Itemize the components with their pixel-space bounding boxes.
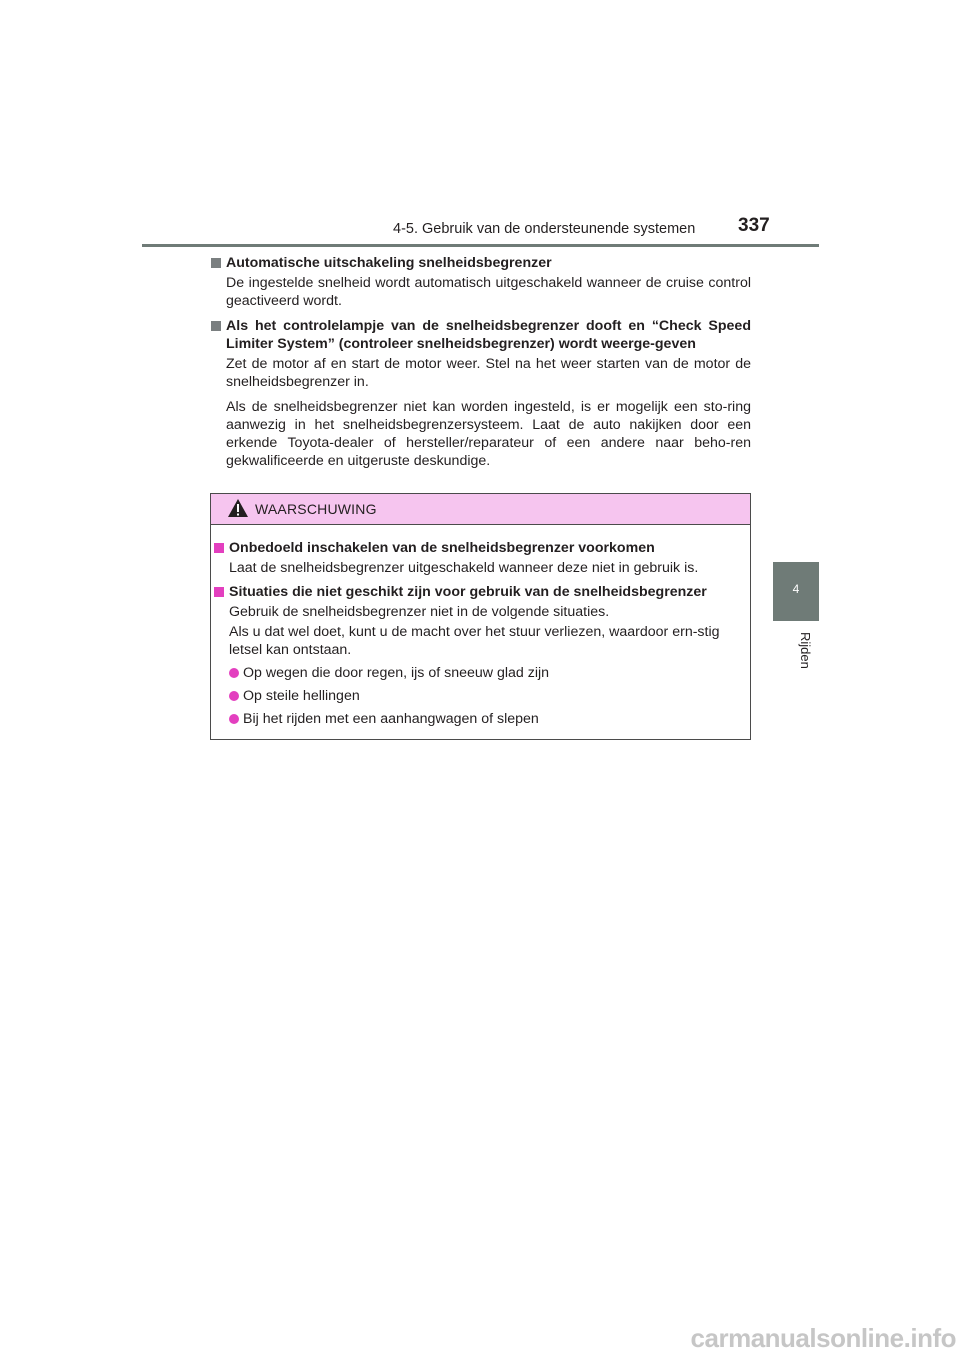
section-heading: Automatische uitschakeling snelheidsbegrenzer	[210, 254, 751, 272]
section-indicator-off	[210, 317, 751, 470]
warning-triangle-icon	[227, 498, 249, 518]
square-bullet-icon	[214, 587, 224, 597]
watermark	[580, 1323, 960, 1358]
section-paragraph: De ingestelde snelheid wordt automatisch uitgeschakeld wanneer de cruise control geactiveerd wordt.	[226, 275, 751, 309]
section-paragraph: Zet de motor af en start de motor weer. Stel na het weer starten van de motor de snelheidsbegrenzer in.	[226, 356, 751, 390]
chapter-number: 4	[792, 582, 800, 596]
section-title: 4-5. Gebruik van de ondersteunende systemen	[393, 221, 696, 237]
square-bullet-icon	[214, 543, 224, 553]
chapter-label: Rijden	[798, 632, 813, 669]
main-content	[210, 254, 751, 477]
warning-body	[211, 525, 750, 728]
chapter-tab[interactable]	[773, 562, 819, 621]
warning-item-text: Als u dat wel doet, kunt u de macht over het stuur verliezen, waardoor ern-stig letsel kan ontstaan.	[229, 624, 720, 658]
square-bullet-icon	[211, 321, 221, 331]
section-auto-disable	[210, 254, 751, 310]
list-item: Op steile hellingen	[213, 687, 744, 705]
page-number: 337	[738, 215, 770, 236]
square-bullet-icon	[211, 258, 221, 268]
list-item: Bij het rijden met een aanhangwagen of slepen	[213, 710, 744, 728]
warning-header	[211, 494, 750, 525]
round-bullet-icon	[229, 691, 239, 701]
warning-item-text: Laat de snelheidsbegrenzer uitgeschakeld wanneer deze niet in gebruik is.	[229, 560, 699, 576]
section-heading: Als het controlelampje van de snelheidsbegrenzer dooft en “Check Speed Limiter System” (controleer snelheidsbegrenzer) wordt weerge-geven	[210, 317, 751, 353]
round-bullet-icon	[229, 714, 239, 724]
warning-item	[213, 583, 744, 728]
warning-item	[213, 539, 744, 577]
warning-item-text: Gebruik de snelheidsbegrenzer niet in de volgende situaties.	[229, 604, 610, 620]
warning-label: WAARSCHUWING	[255, 501, 377, 517]
warning-item-heading: Onbedoeld inschakelen van de snelheidsbegrenzer voorkomen	[213, 539, 744, 557]
round-bullet-icon	[229, 668, 239, 678]
watermark-text: carmanualsonline.info	[690, 1323, 956, 1353]
section-paragraph: Als de snelheidsbegrenzer niet kan worden ingesteld, is er mogelijk een sto-ring aanwezig in het snelheidsbegrenzersysteem. Laat de auto nakijken door een erkende Toyota-dealer of hersteller/reparateur of een andere naar beho-ren gekwalificeerde en uitgeruste deskundige.	[226, 399, 751, 469]
header-divider	[142, 244, 819, 247]
list-item: Op wegen die door regen, ijs of sneeuw glad zijn	[213, 664, 744, 682]
warning-item-heading: Situaties die niet geschikt zijn voor gebruik van de snelheidsbegrenzer	[213, 583, 744, 601]
warning-box	[210, 493, 751, 740]
